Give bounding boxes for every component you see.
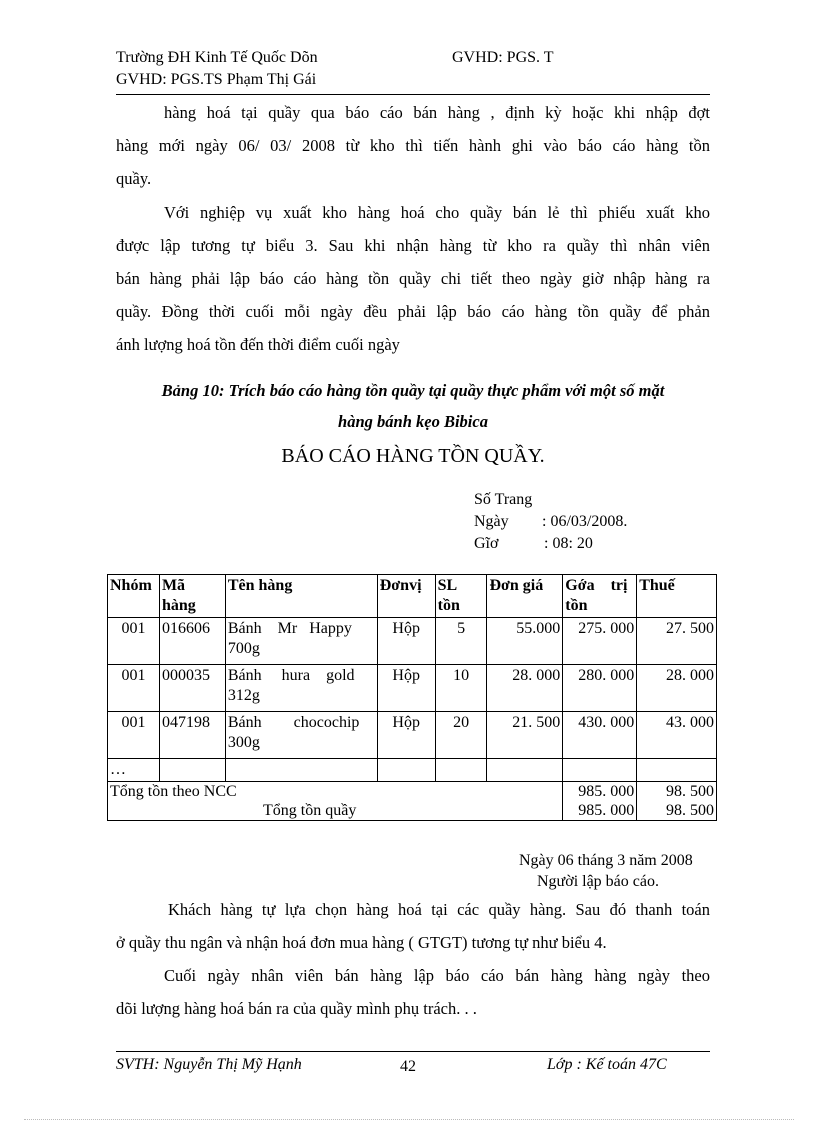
cell-sl-ton: 5 [435, 618, 487, 665]
cell-don-vi: Hộp [377, 665, 435, 712]
paragraph-line: hàng mới ngày 06/ 03/ 2008 từ kho thì tiến hành ghi vào báo cáo hàng tồn [116, 136, 710, 155]
cell-gia-tri: 275. 000 [563, 618, 637, 665]
header-rule [116, 94, 710, 95]
cell-ten-hang: Bánh hura gold 312g [225, 665, 377, 712]
paragraph-line: dõi lượng hàng hoá bán ra của quầy mình phụ trách. . . [116, 999, 477, 1018]
signature-signer: Người lập báo cáo. [537, 873, 659, 890]
col-header-gia-tri: Gớa trị tồn [563, 575, 637, 618]
table-row [108, 665, 717, 712]
paragraph-4 [116, 959, 710, 1025]
table-row [108, 712, 717, 759]
cell-don-gia: 55.000 [487, 618, 563, 665]
report-title: BÁO CÁO HÀNG TỒN QUẦY. [281, 445, 545, 467]
cell-nhom: 001 [108, 618, 160, 665]
col-header-nhom: Nhóm [108, 575, 160, 618]
cell-don-gia: 21. 500 [487, 712, 563, 759]
paragraph-line: ánh lượng hoá tồn đến thời điểm cuối ngày [116, 335, 400, 354]
paragraph-line: quầy. [116, 169, 152, 188]
paragraph-line: quầy. Đồng thời cuối mỗi ngày đều phải lập báo cáo hàng tồn quầy để phản [116, 302, 710, 321]
table-caption-line-1: Bảng 10: Trích báo cáo hàng tồn quầy tại quầy thực phẩm với một số mặt [161, 381, 665, 400]
cell-ten-hang: Bánh chocochip 300g [225, 712, 377, 759]
total-ncc-row [108, 782, 717, 802]
signature-date: Ngày 06 tháng 3 năm 2008 [519, 852, 693, 869]
paragraph-line: Khách hàng tự lựa chọn hàng hoá tại các quầy hàng. Sau đó thanh toán [168, 900, 710, 919]
header-gvhd-full: GVHD: PGS.TS Phạm Thị Gái [116, 71, 317, 88]
cell-don-gia: 28. 000 [487, 665, 563, 712]
footer-student: SVTH: Nguyễn Thị Mỹ Hạnh [116, 1056, 302, 1073]
table-row [108, 618, 717, 665]
cell-empty [225, 759, 377, 782]
report-date-label: Ngày [474, 513, 509, 530]
total-quay-row [108, 801, 717, 821]
inventory-report-table [107, 574, 717, 821]
cell-thue: 27. 500 [637, 618, 717, 665]
footer-rule [116, 1051, 710, 1052]
paragraph-line: hàng hoá tại quầy qua báo cáo bán hàng , định kỳ hoặc khi nhập đợt [164, 103, 710, 122]
total-ncc-tax: 98. 500 [637, 782, 717, 802]
col-header-don-gia: Đơn giá [487, 575, 563, 618]
report-time-label: Gĩơ [474, 535, 499, 552]
footer-class: Lớp : Kế toán 47C [547, 1056, 667, 1073]
total-quay-label: Tổng tồn quầy [108, 801, 563, 821]
col-header-ten-hang: Tên hàng [225, 575, 377, 618]
cell-thue: 43. 000 [637, 712, 717, 759]
paragraph-3 [116, 893, 710, 959]
table-row-ellipsis [108, 759, 717, 782]
table-header-row [108, 575, 717, 618]
total-quay-tax: 98. 500 [637, 801, 717, 821]
cell-empty [563, 759, 637, 782]
cell-nhom: 001 [108, 665, 160, 712]
cell-ellipsis: … [108, 759, 160, 782]
cell-ma-hang: 000035 [159, 665, 225, 712]
table-caption-line-2: hàng bánh kẹo Bibica [338, 412, 488, 431]
report-date-value: : 06/03/2008. [542, 513, 628, 530]
paragraph-2 [116, 196, 710, 361]
paragraph-line: bán hàng phải lập báo cáo hàng tồn quầy chi tiết theo ngày giờ nhập hàng ra [116, 269, 710, 288]
col-header-ma-hang: Mã hàng [159, 575, 225, 618]
col-header-thue: Thuế [637, 575, 717, 618]
total-quay-value: 985. 000 [563, 801, 637, 821]
total-ncc-label: Tổng tồn theo NCC [108, 782, 563, 802]
col-header-sl-ton: SL tồn [435, 575, 487, 618]
cell-nhom: 001 [108, 712, 160, 759]
cell-ma-hang: 016606 [159, 618, 225, 665]
cell-thue: 28. 000 [637, 665, 717, 712]
cell-empty [159, 759, 225, 782]
cell-gia-tri: 430. 000 [563, 712, 637, 759]
cell-sl-ton: 10 [435, 665, 487, 712]
paragraph-line: được lập tương tự biểu 3. Sau khi nhận hàng từ kho ra quầy thì nhân viên [116, 236, 710, 255]
paragraph-line: Với nghiệp vụ xuất kho hàng hoá cho quầy bán lẻ thì phiếu xuất kho [164, 203, 710, 222]
report-time-value: : 08: 20 [544, 535, 593, 552]
cell-ma-hang: 047198 [159, 712, 225, 759]
cell-sl-ton: 20 [435, 712, 487, 759]
cell-ten-hang: Bánh Mr Happy 700g [225, 618, 377, 665]
report-page-label: Số Trang [474, 491, 533, 508]
header-school: Trường ĐH Kinh Tế Quốc Dõn [116, 49, 318, 66]
cell-don-vi: Hộp [377, 712, 435, 759]
footer-page-number: 42 [400, 1058, 416, 1075]
col-header-don-vi: Đơnvị [377, 575, 435, 618]
cell-empty [377, 759, 435, 782]
header-gvhd-short: GVHD: PGS. T [452, 49, 554, 66]
paragraph-line: Cuối ngày nhân viên bán hàng lập báo cáo bán hàng hàng ngày theo [164, 966, 710, 985]
paragraph-line: ở quầy thu ngân và nhận hoá đơn mua hàng ( GTGT) tương tự như biểu 4. [116, 933, 607, 952]
cell-empty [637, 759, 717, 782]
page-boundary [24, 1119, 794, 1120]
cell-empty [435, 759, 487, 782]
cell-gia-tri: 280. 000 [563, 665, 637, 712]
total-ncc-value: 985. 000 [563, 782, 637, 802]
paragraph-1 [116, 96, 710, 195]
cell-don-vi: Hộp [377, 618, 435, 665]
cell-empty [487, 759, 563, 782]
